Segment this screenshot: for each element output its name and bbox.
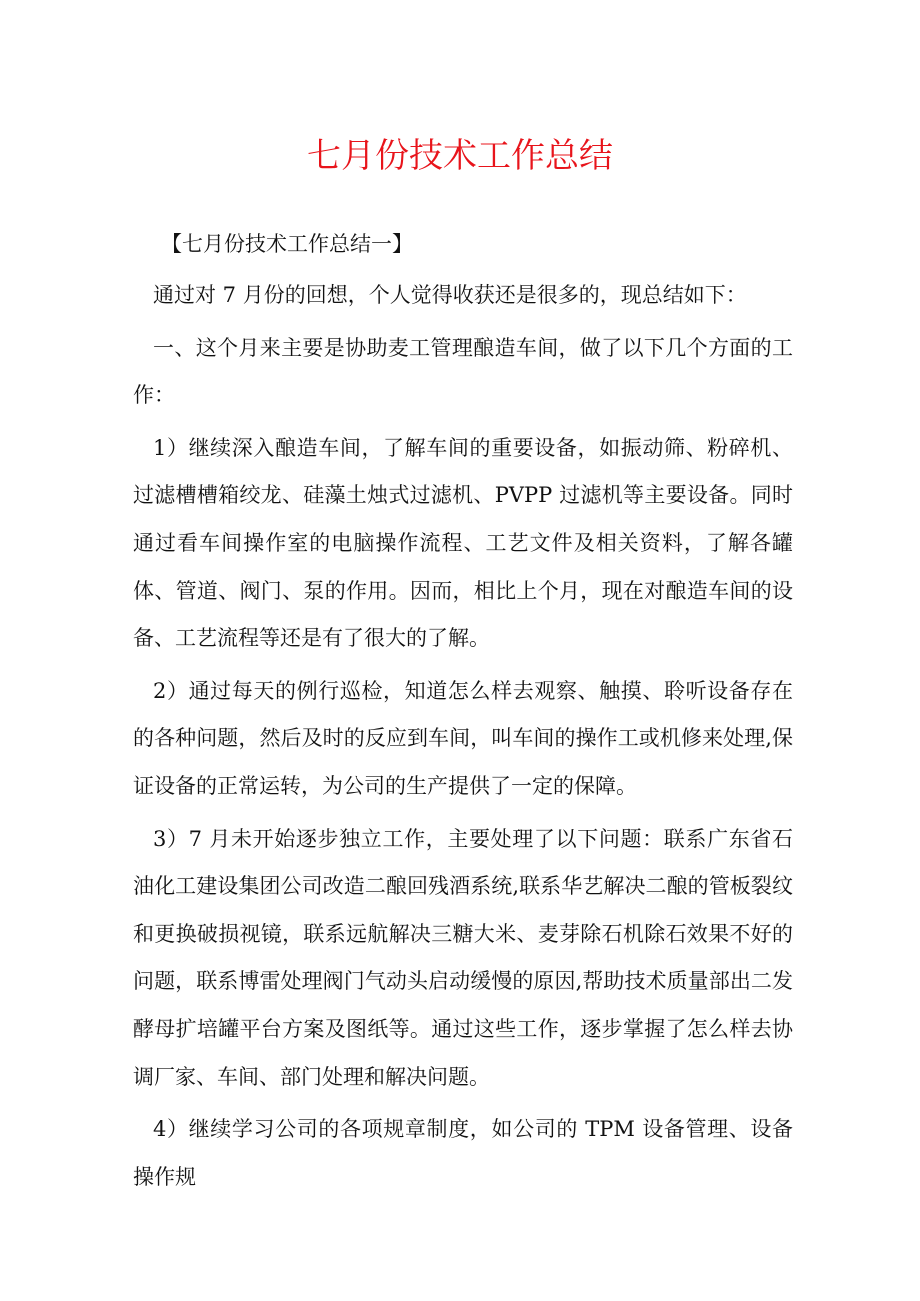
paragraph-item-4: 4）继续学习公司的各项规章制度，如公司的 TPM 设备管理、设备操作规 xyxy=(133,1117,793,1189)
paragraph-section-one: 一、这个月来主要是协助麦工管理酿造车间，做了以下几个方面的工作： xyxy=(133,335,793,408)
paragraph-item-3: 3）7 月未开始逐步独立工作，主要处理了以下问题：联系广东省石油化工建设集团公司改造二酿回残酒系统,联系华艺解决二酿的管板裂纹和更换破损视镜，联系远航解决三糖大米、麦芽除石机除石效果不好的问题，联系博雷处理阀门气动头启动缓慢的原因,帮助技术质量部出二发酵母扩培罐平台方案及图纸等。通过这些工作，逐步掌握了怎么样去协调厂家、车间、部门处理和解决问题。 xyxy=(133,826,793,1089)
section-heading: 【七月份技术工作总结一】 xyxy=(161,232,413,256)
document-title: 七月份技术工作总结 xyxy=(307,136,613,176)
document-body xyxy=(133,224,793,1206)
paragraph-item-1: 1）继续深入酿造车间，了解车间的重要设备，如振动筛、粉碎机、过滤槽槽箱绞龙、硅藻土烛式过滤机、PVPP 过滤机等主要设备。同时通过看车间操作室的电脑操作流程、工艺文件及相关资料，了解各罐体、管道、阀门、泵的作用。因而，相比上个月，现在对酿造车间的设备、工艺流程等还是有了很大的了解。 xyxy=(133,435,793,651)
paragraph-intro: 通过对 7 月份的回想，个人觉得收获还是很多的，现总结如下： xyxy=(153,283,747,307)
paragraph-item-2: 2）通过每天的例行巡检，知道怎么样去观察、触摸、聆听设备存在的各种问题，然后及时的反应到车间，叫车间的操作工或机修来处理,保证设备的正常运转，为公司的生产提供了一定的保障。 xyxy=(133,678,793,798)
